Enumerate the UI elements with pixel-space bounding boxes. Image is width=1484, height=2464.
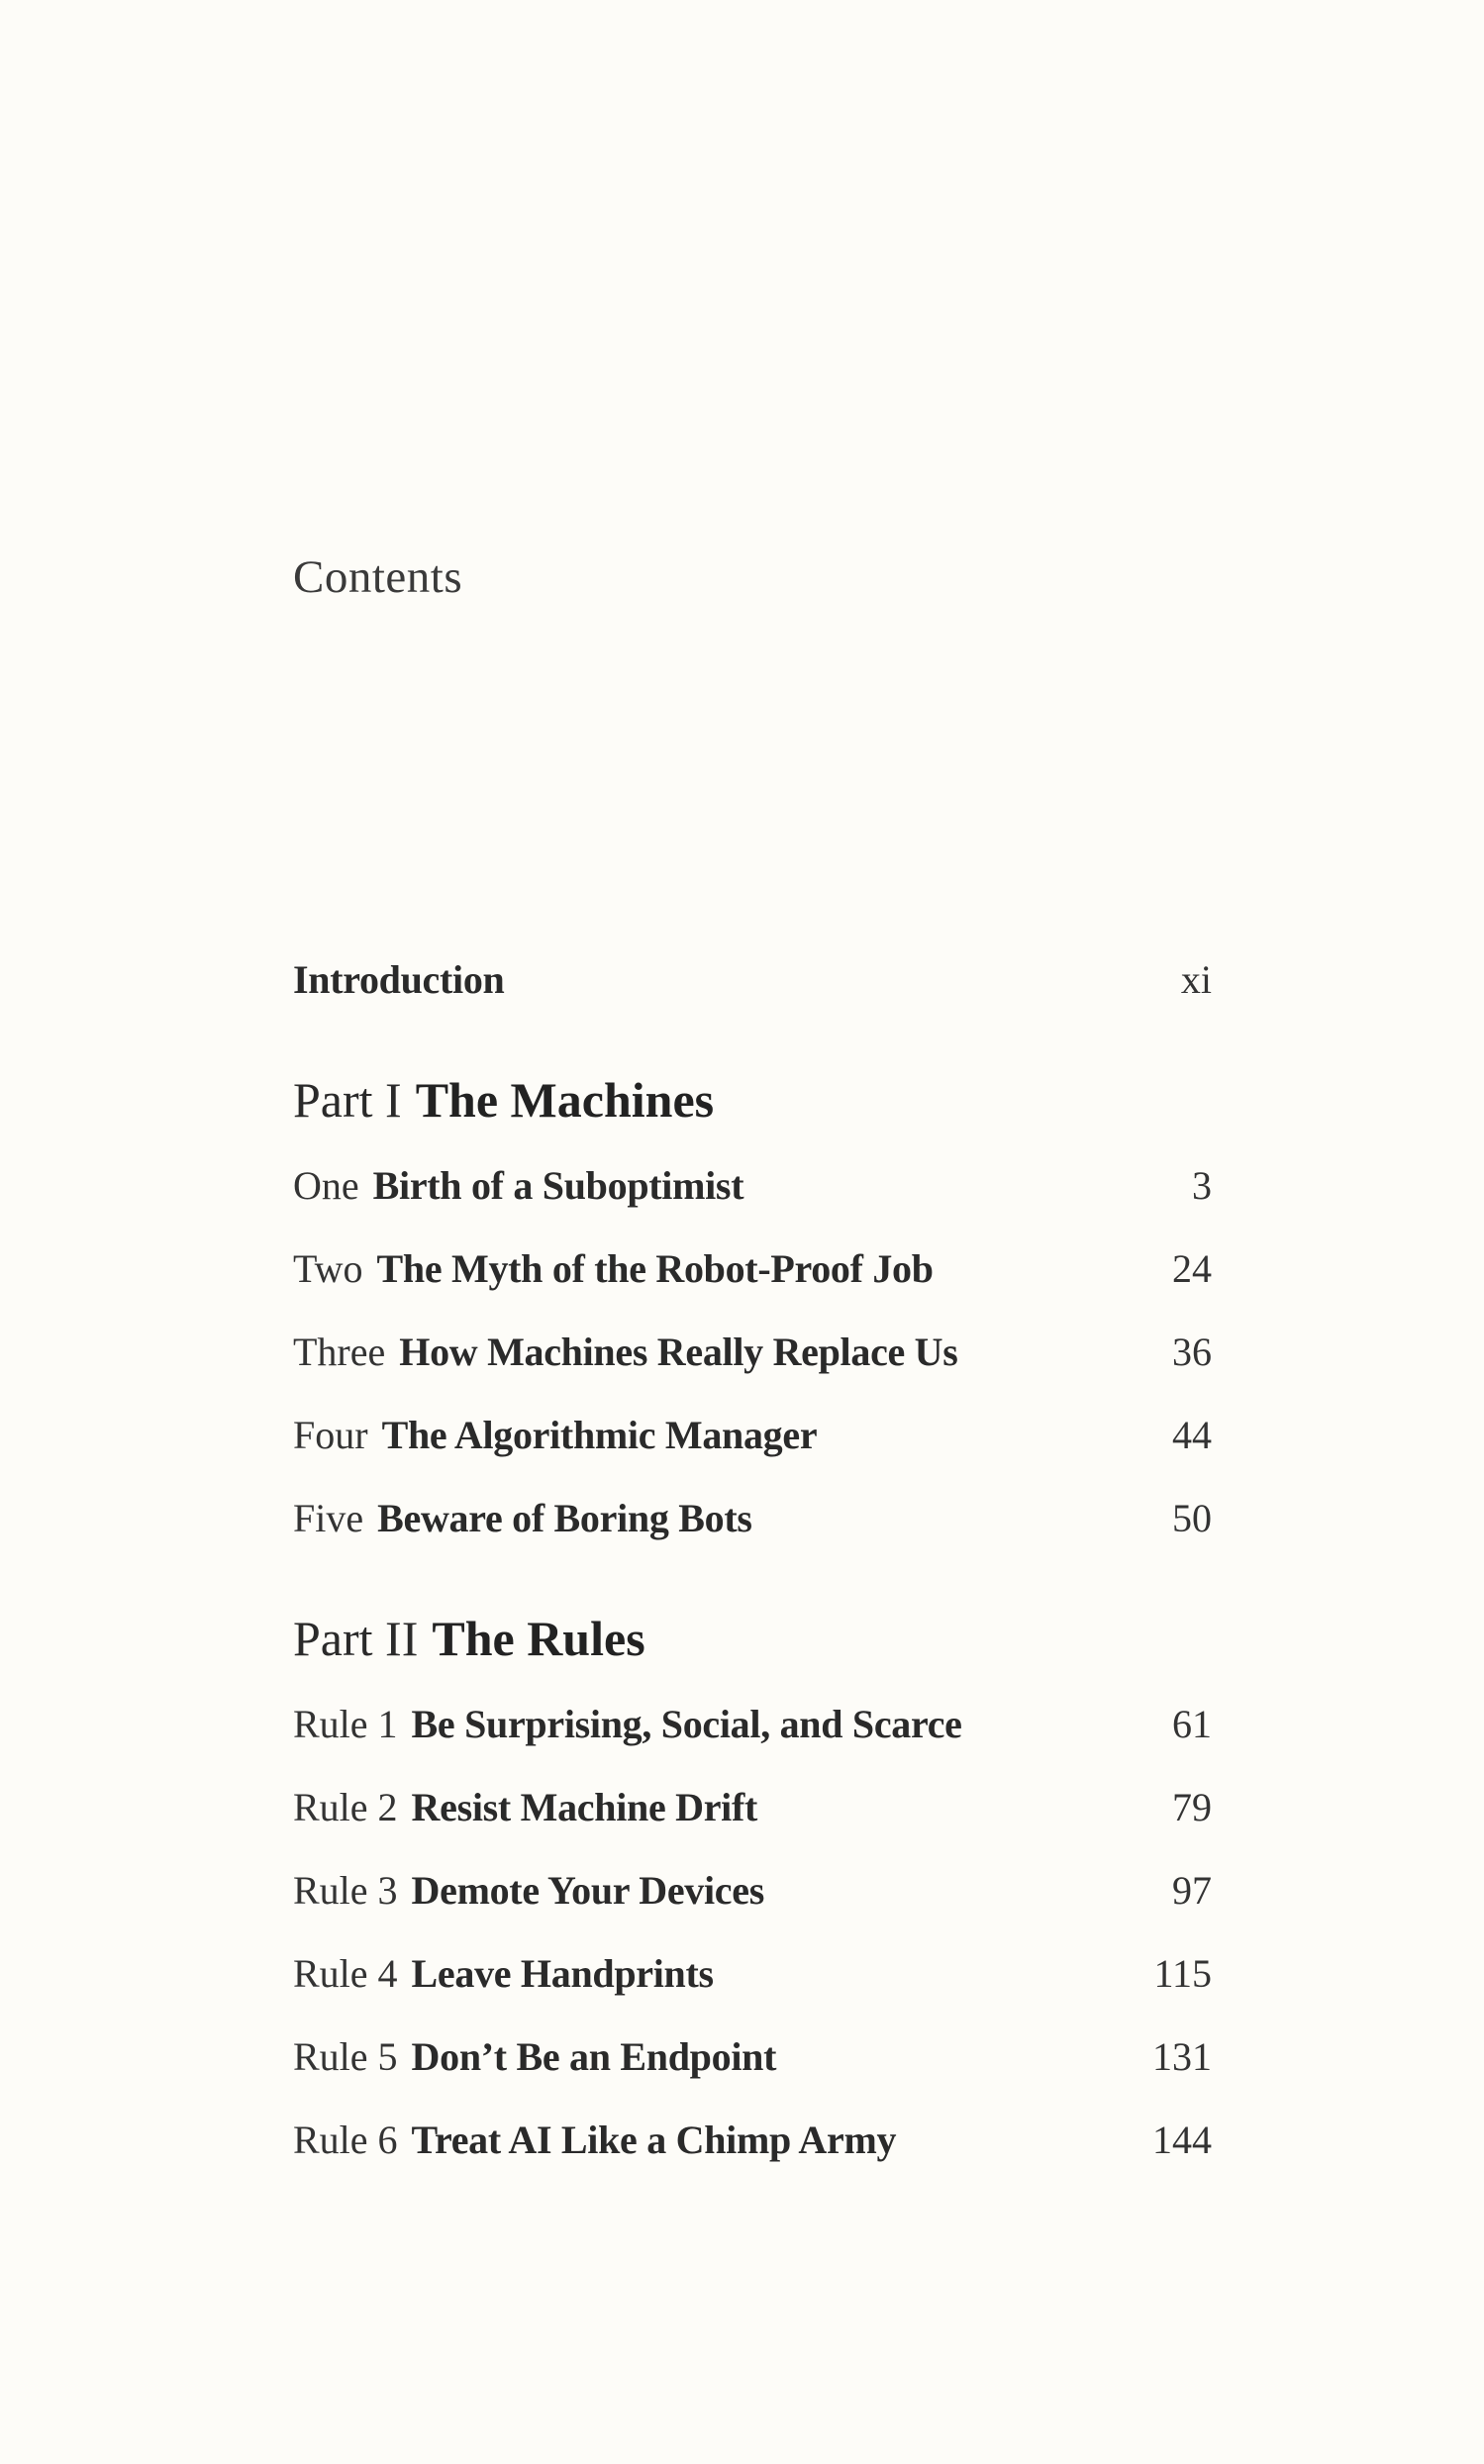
entry-page-number: 97 xyxy=(1172,1868,1212,1913)
entry-label: Rule 6 xyxy=(293,2118,398,2162)
toc-entry-rule-2[interactable] xyxy=(293,1778,1212,1837)
part-title: The Machines xyxy=(415,1072,715,1128)
part-label: Part I xyxy=(293,1072,402,1128)
entry-page-number: 36 xyxy=(1172,1330,1212,1374)
entry-title: Introduction xyxy=(293,957,505,1002)
entry-page-number: 24 xyxy=(1172,1246,1212,1291)
entry-title: Beware of Boring Bots xyxy=(377,1496,752,1540)
entry-label: Three xyxy=(293,1330,386,1374)
part-heading-1 xyxy=(293,1065,1212,1134)
entry-title: Birth of a Suboptimist xyxy=(372,1163,744,1208)
part-label: Part II xyxy=(293,1611,419,1666)
entry-title: How Machines Really Replace Us xyxy=(399,1330,958,1374)
entry-title: Leave Handprints xyxy=(411,1951,714,1996)
entry-label: Four xyxy=(293,1413,368,1457)
entry-label: One xyxy=(293,1163,359,1208)
entry-page-number: 61 xyxy=(1172,1702,1212,1746)
page-title: Contents xyxy=(293,551,463,603)
entry-title: Resist Machine Drift xyxy=(411,1785,758,1829)
part-heading-2 xyxy=(293,1604,1212,1673)
entry-page-number: xi xyxy=(1180,957,1212,1002)
entry-page-number: 115 xyxy=(1153,1951,1212,1996)
entry-title: The Myth of the Robot-Proof Job xyxy=(376,1246,934,1291)
entry-title: Don’t Be an Endpoint xyxy=(411,2034,777,2079)
toc-entry-rule-4[interactable] xyxy=(293,1944,1212,2004)
toc-entry-chapter-three[interactable] xyxy=(293,1323,1212,1382)
toc-entry-rule-1[interactable] xyxy=(293,1695,1212,1754)
entry-label: Rule 4 xyxy=(293,1951,398,1996)
entry-page-number: 50 xyxy=(1172,1496,1212,1540)
toc-entry-chapter-two[interactable] xyxy=(293,1239,1212,1299)
toc-entry-chapter-four[interactable] xyxy=(293,1406,1212,1465)
entry-page-number: 79 xyxy=(1172,1785,1212,1829)
toc-entry-rule-5[interactable] xyxy=(293,2027,1212,2087)
toc-entry-chapter-five[interactable] xyxy=(293,1489,1212,1548)
toc-entry-introduction[interactable] xyxy=(293,950,1212,1010)
toc-entry-rule-3[interactable] xyxy=(293,1861,1212,1921)
entry-page-number: 144 xyxy=(1152,2118,1212,2162)
entry-page-number: 44 xyxy=(1172,1413,1212,1457)
entry-title: Demote Your Devices xyxy=(411,1868,764,1913)
toc-entry-rule-6[interactable] xyxy=(293,2111,1212,2170)
entry-label: Rule 2 xyxy=(293,1785,398,1829)
entry-label: Rule 5 xyxy=(293,2034,398,2079)
entry-label: Rule 3 xyxy=(293,1868,398,1913)
entry-title: The Algorithmic Manager xyxy=(381,1413,818,1457)
toc-entry-chapter-one[interactable] xyxy=(293,1156,1212,1216)
entry-page-number: 131 xyxy=(1152,2034,1212,2079)
entry-label: Rule 1 xyxy=(293,1702,398,1746)
entry-title: Be Surprising, Social, and Scarce xyxy=(411,1702,962,1746)
entry-page-number: 3 xyxy=(1192,1163,1212,1208)
entry-title: Treat AI Like a Chimp Army xyxy=(411,2118,897,2162)
part-title: The Rules xyxy=(432,1611,645,1666)
entry-label: Two xyxy=(293,1246,363,1291)
entry-label: Five xyxy=(293,1496,364,1540)
